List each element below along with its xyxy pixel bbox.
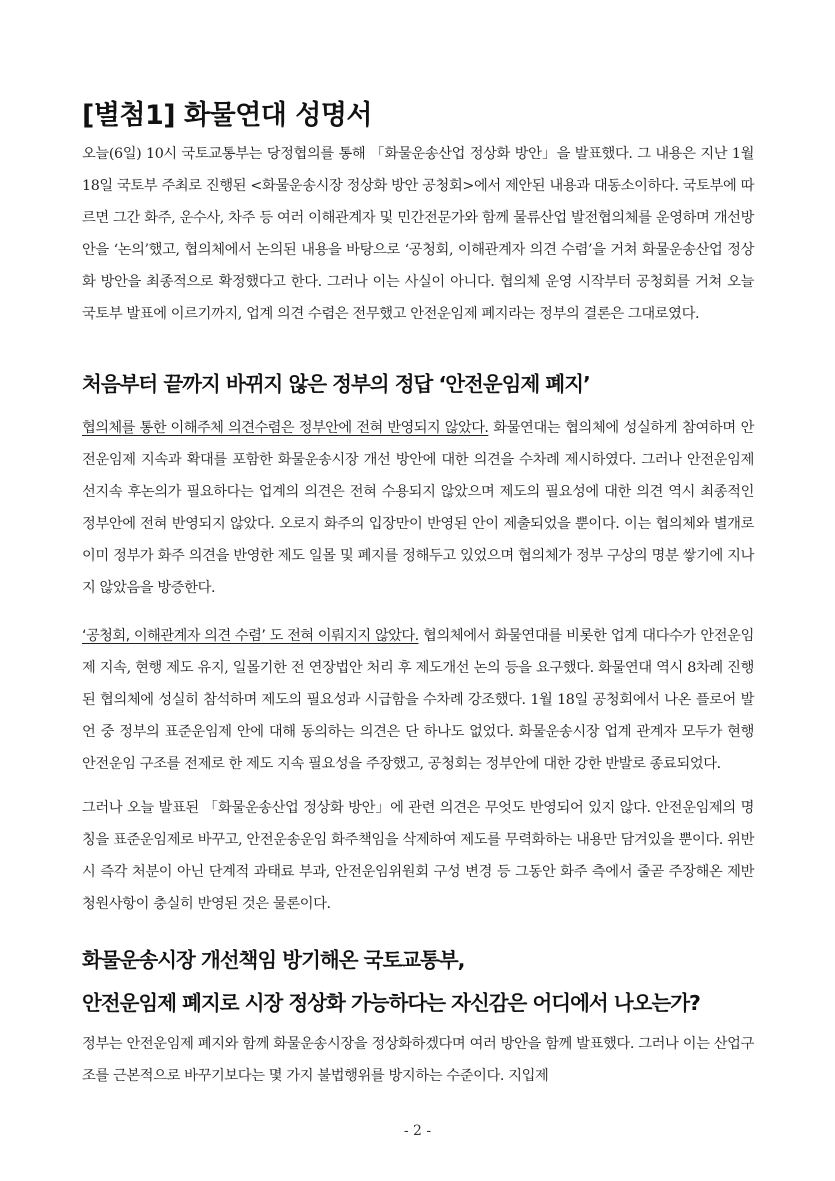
page-number: - 2 -	[403, 1123, 432, 1139]
document-title: [별첨1] 화물연대 성명서	[82, 100, 373, 131]
section1-para2-emphasis: ‘공청회, 이해관계자 의견 수렴’ 도 전혀 이뤄지지 않았다.	[82, 628, 419, 644]
section1-paragraph-3: 그러나 오늘 발표된 「화물운송산업 정상화 방안」에 관련 의견은 무엇도 반영되어 있지 않다. 안전운임제의 명칭을 표준운임제로 바꾸고, 안전운송운임 화주책임을 삭제하여 제도를 무력화하는 내용만 담겨있을 뿐이다. 위반 시 즉각 처분이 아닌 단계적 과태료 부과, 안전운임위원회 구성 변경 등 그동안 화주 측에서 줄곧 주장해온 제반 청원사항이 충실히 반영된 것은 물론이다.	[82, 800, 754, 912]
section1-paragraph-2	[82, 620, 754, 780]
section1-para1-body: 화물연대는 협의체에 성실하게 참여하며 안전운임제 지속과 확대를 포함한 화물운송시장 개선 방안에 대한 의견을 수차례 제시하였다. 그러나 안전운임제 선지속 후논의가 필요하다는 업계의 의견은 전혀 수용되지 않았으며 제도의 필요성에 대한 의견 역시 최종적인 정부안에 전혀 반영되지 않았다. 오로지 화주의 입장만이 반영된 안이 제출되었을 뿐이다. 이는 협의체와 별개로 이미 정부가 화주 의견을 반영한 제도 일몰 및 폐지를 정해두고 있었으며 협의체가 정부 구상의 명분 쌓기에 지나지 않았음을 방증한다.	[82, 420, 754, 596]
intro-paragraph: 오늘(6일) 10시 국토교통부는 당정협의를 통해 「화물운송산업 정상화 방안」을 발표했다. 그 내용은 지난 1월 18일 국토부 주최로 진행된 <화물운송시장 정상화 방안 공청회>에서 제안된 내용과 대동소이하다. 국토부에 따르면 그간 화주, 운수사, 차주 등 여러 이해관계자 및 민간전문가와 함께 물류산업 발전협의체를 운영하며 개선방안을 ‘논의’했고, 협의체에서 논의된 내용을 바탕으로 ‘공청회, 이해관계자 의견 수렴’을 거쳐 화물운송산업 정상화 방안을 최종적으로 확정했다고 한다. 그러나 이는 사실이 아니다. 협의체 운영 시작부터 공청회를 거쳐 오늘 국토부 발표에 이르기까지, 업계 의견 수렴은 전무했고 안전운임제 폐지라는 정부의 결론은 그대로였다.	[82, 146, 754, 322]
section1-paragraph-1	[82, 412, 754, 604]
section2-heading-line1: 화물운송시장 개선책임 방기해온 국토교통부,	[82, 948, 465, 972]
section1-heading: 처음부터 끝까지 바뀌지 않은 정부의 정답 ‘안전운임제 폐지’	[82, 372, 590, 396]
section2-heading-line2: 안전운임제 폐지로 시장 정상화 가능하다는 자신감은 어디에서 나오는가?	[82, 991, 700, 1015]
section2-paragraph-1: 정부는 안전운임제 폐지와 함께 화물운송시장을 정상화하겠다며 여러 방안을 함께 발표했다. 그러나 이는 산업구조를 근본적으로 바꾸기보다는 몇 가지 불법행위를 방지하는 수준이다. 지입제	[82, 1036, 754, 1084]
section1-para2-body: 협의체에서 화물연대를 비롯한 업계 대다수가 안전운임제 지속, 현행 제도 유지, 일몰기한 전 연장법안 처리 후 제도개선 논의 등을 요구했다. 화물연대 역시 8차례 진행된 협의체에 성실히 참석하며 제도의 필요성과 시급함을 수차례 강조했다. 1월 18일 공청회에서 나온 플로어 발언 중 정부의 표준운임제 안에 대해 동의하는 의견은 단 하나도 없었다. 화물운송시장 업계 관계자 모두가 현행 안전운임 구조를 전제로 한 제도 지속 필요성을 주장했고, 공청회는 정부안에 대한 강한 반발로 종료되었다.	[82, 628, 754, 772]
section1-para1-emphasis: 협의체를 통한 이해주체 의견수렴은 정부안에 전혀 반영되지 않았다.	[82, 420, 489, 436]
